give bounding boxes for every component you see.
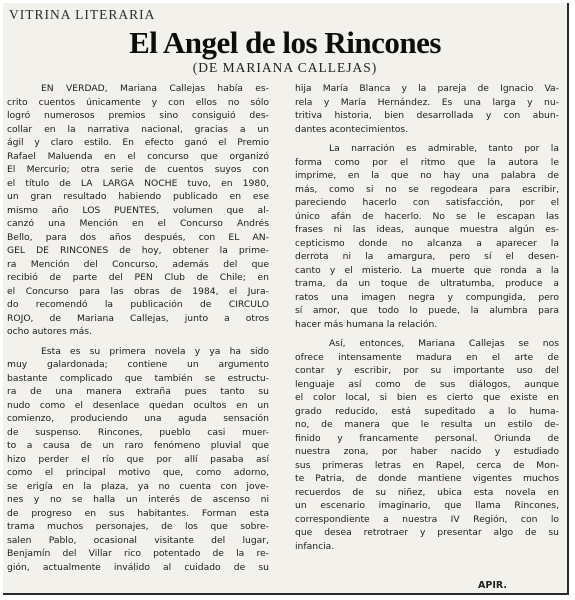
text-line: canzó una Mención en el Concurso Andrés <box>7 218 269 229</box>
text-line: forma como por el ritmo que la autora le <box>295 156 559 168</box>
text-line: más, como si no se regodeara para escribir, <box>295 183 559 195</box>
text-line: hacer más humana la relación. <box>295 318 438 330</box>
article-title: El Angel de los Rincones <box>129 25 441 60</box>
text-line: crito cuentos únicamente y con ellos no sólo <box>7 96 269 108</box>
text-line: ra de una manera extraña pues tanto su <box>7 386 269 397</box>
text-line: dantes acontecimientos. <box>295 123 409 135</box>
text-line: cepticismo donde no alcanza a aparecer la <box>295 237 559 249</box>
text-line: rela y María Hernández. Es una larga y nu- <box>295 96 559 108</box>
text-line: do recomendó la publicación de CIRCULO <box>7 299 269 310</box>
text-line: el color local, si bien es cierto que existe en <box>295 392 559 403</box>
text-line: infancia. <box>295 540 335 552</box>
text-line: hizo perder el río que por allí pasaba así <box>7 453 269 465</box>
text-line: Benjamín del Villar rico potentado de la re- <box>7 548 269 559</box>
text-line: GEL DE RINCONES de hoy, obtener la prime- <box>7 245 269 256</box>
text-line: recuerdos de su niñez, ubica esta novela en <box>295 486 559 498</box>
text-line: hija María Blanca y la pareja de Ignacio Va- <box>295 83 559 94</box>
text-line: lenguaje así como de sus diálogos, aunque <box>295 378 559 390</box>
text-line: nuestra zona, por haber nacido y estudiado <box>295 446 559 457</box>
right-column <box>295 82 559 553</box>
text-line: recibió de parte del PEN Club de Chile; en <box>7 272 269 283</box>
article-byline: (DE MARIANA CALLEJAS) <box>192 60 378 75</box>
text-line: correspondiente a nuestra IV Región, con lo <box>295 513 559 525</box>
text-line: gión, actualmente inválido al cuidado de su <box>7 561 269 573</box>
newspaper-clipping <box>3 3 569 595</box>
text-line: EN VERDAD, Mariana Callejas había es- <box>41 83 269 94</box>
text-line: collar en la narrativa nacional, gracias a un <box>7 123 269 135</box>
text-line: comienzo, produciendo una aguda sensación <box>7 413 269 424</box>
text-line: Esta es su primera novela y ya ha sido <box>41 345 269 357</box>
text-line: finido y francamente personal. Oriunda de <box>295 432 559 444</box>
text-line: canto y el misterio. La muerte que ronda a la <box>295 264 559 276</box>
text-line: Rafael Maluenda en el concurso que organizó <box>7 150 269 162</box>
text-line: único afán de hacerlo. No se le escapan las <box>295 210 559 222</box>
text-line: ra Mención del Concurso, además del que <box>7 258 269 270</box>
text-line: tritiva historia, bien desarrollada y con abun- <box>295 110 559 121</box>
text-line: frases ni las ideas, aunque muestra algún es- <box>295 224 559 235</box>
text-line: un gran resultado habiendo publicado en ese <box>7 191 269 202</box>
text-line: de suspenso. Rincones, pueblo casi muer- <box>7 426 269 438</box>
text-line: to a causa de un raro fenómeno pluvial que <box>7 440 269 451</box>
text-line: grado reducido, está supeditado a lo huma- <box>295 405 559 417</box>
text-line: que desea retrotraer y presentar algo de su <box>295 527 559 538</box>
text-line: nes y no se halla un interés de ascenso ni <box>7 494 269 505</box>
text-line: Así, entonces, Mariana Callejas se nos <box>329 338 559 349</box>
text-line: ágil y claro estilo. En efecto ganó el Premio <box>7 137 269 148</box>
left-column <box>7 82 269 574</box>
text-line: trama muchos personajes, de los que sobre- <box>7 521 269 532</box>
text-line: de progreso en sus habitantes. Forman esta <box>7 507 269 519</box>
text-line: imprime, en la que no hay una palabra de <box>295 170 559 181</box>
text-line: ocho autores más. <box>7 326 92 337</box>
text-line: se erigía en la plaza, ya no cuenta con jove- <box>7 480 269 492</box>
text-line: ROJO, de Mariana Callejas, junto a otros <box>7 312 269 324</box>
text-line: La narración es admirable, tanto por la <box>329 143 559 154</box>
text-line: como el principal motivo que, como adorno, <box>7 467 269 478</box>
text-line: un escenario imaginario, que llama Rincones, <box>295 500 559 511</box>
text-line: sí amor, que todo lo puede, la alumbra para <box>295 305 559 316</box>
text-line: sus primeras letras en Rapel, cerca de Mon- <box>295 459 559 471</box>
text-line: el Concurso para las obras de 1984, el Jura- <box>7 285 269 297</box>
section-header: VITRINA LITERARIA <box>9 7 156 22</box>
text-line: ratos una imagen negra y compungida, pero <box>295 291 559 303</box>
text-line: contar y escribir, por su importante uso del <box>295 365 559 376</box>
text-line: pareciendo hacerlo con satisfacción, por el <box>295 197 559 208</box>
text-line: logró numerosos premios sino consiguió des- <box>7 110 269 121</box>
text-line: El Mercurio; otra serie de cuentos suyos con <box>7 164 269 175</box>
text-line: derrota ni la amargura, pero sí el desen- <box>295 251 559 262</box>
text-line: nudo como el desenlace quedan ocultos en un <box>7 399 269 411</box>
text-line: Bello, para dos años después, con EL AN- <box>7 231 269 243</box>
text-line: muy galardonada; contiene un argumento <box>7 359 269 370</box>
text-line: bastante complicado que también se estructu- <box>7 372 269 384</box>
text-line: no, de manera que le resulta un estilo de- <box>295 419 559 430</box>
text-line: te Patria, de donde mantiene vigentes muchos <box>295 473 559 484</box>
text-line: trama, da un toque de ultratumba, produce a <box>295 278 559 289</box>
text-line: salen Pablo, ocasional visitante del lugar, <box>7 534 269 546</box>
text-line: mismo año LOS PUENTES, volumen que al- <box>7 204 269 216</box>
author-signature: APIR. <box>478 580 507 591</box>
text-line: ofrece intensamente madura en el arte de <box>295 351 559 363</box>
text-line: el título de LA LARGA NOCHE tuvo, en 1980, <box>7 177 269 189</box>
